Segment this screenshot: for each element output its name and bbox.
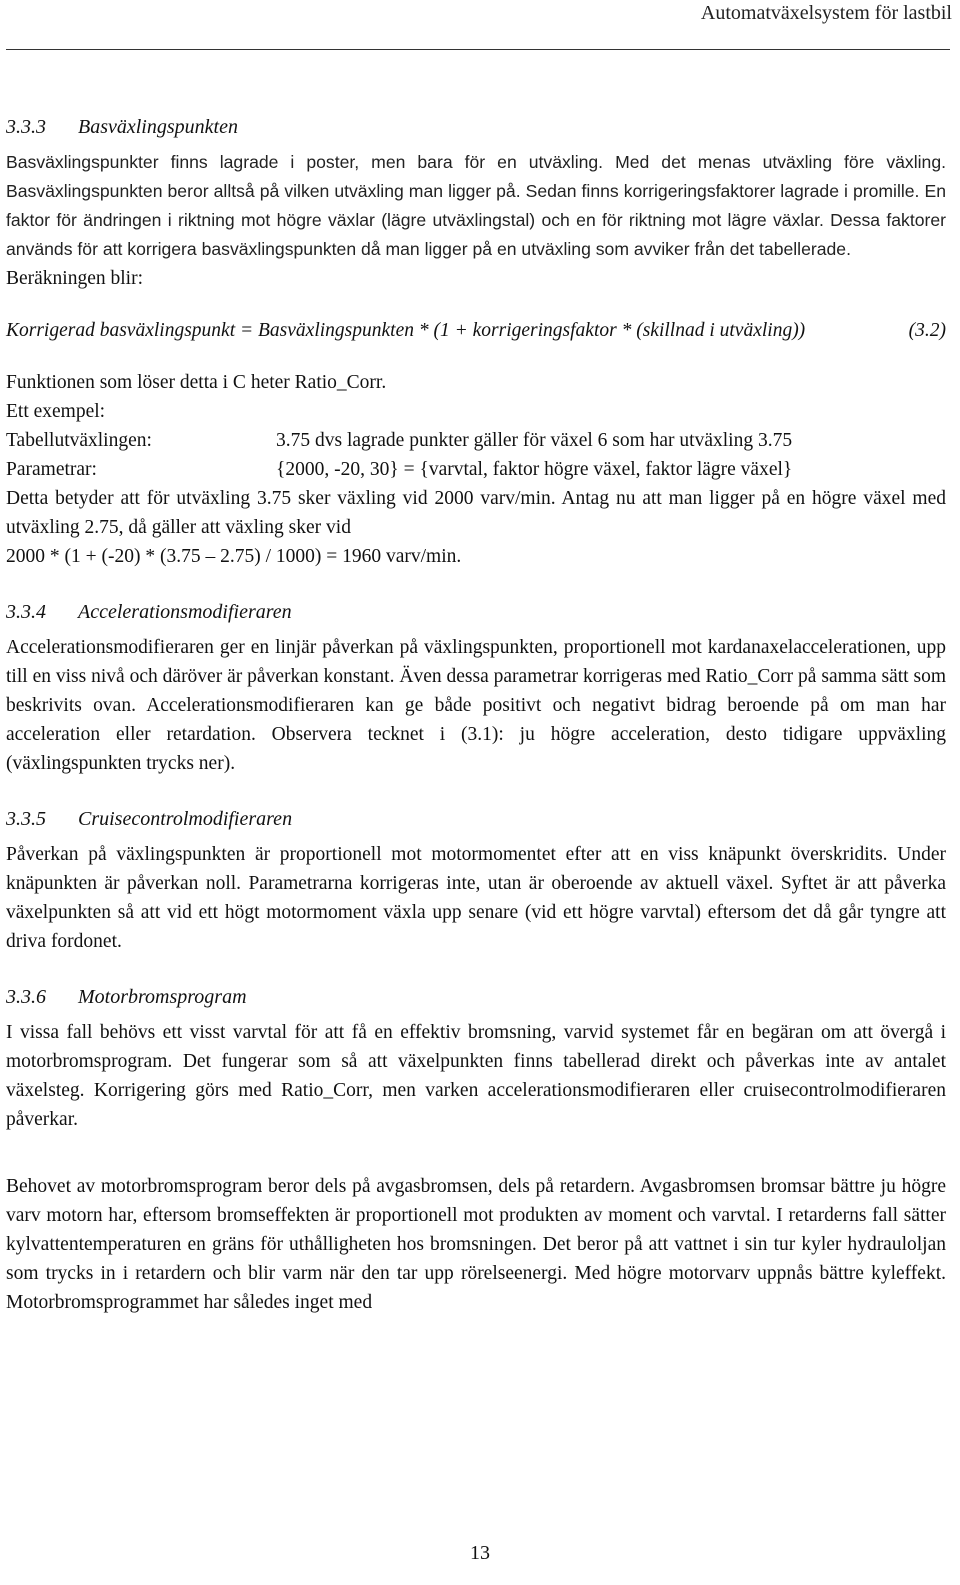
section-number: 3.3.5 (6, 808, 46, 830)
example-calculation: 2000 * (1 + (-20) * (3.75 – 2.75) / 1000) = 1960 varv/min. (6, 546, 462, 567)
formula-text: Korrigerad basväxlingspunkt = Basväxlingspunkten * (1 + korrigeringsfaktor * (skillnad i utväxling)) (6, 320, 806, 341)
section-number: 3.3.4 (6, 601, 46, 623)
section-title: Cruisecontrolmodifieraren (78, 808, 293, 830)
function-line: Funktionen som löser detta i C heter Ratio_Corr. (6, 372, 387, 393)
section-title: Accelerationsmodifieraren (78, 601, 292, 623)
section-heading-3-3-4 (6, 598, 946, 627)
section-3-3-6-body-1: I vissa fall behövs ett visst varvtal för att få en effektiv bromsning, varvid systemet får en begäran om att övergå i motorbromsprogram. Det fungerar som så att växelpunkten finns tabellerad direkt och påverkas inte av antalet växelsteg. Korrigering görs med Ratio_Corr, men varken accelerationsmodifieraren eller cruisecontrolmodifieraren påverkar. (6, 1022, 946, 1130)
section-3-3-5-body: Påverkan på växlingspunkten är proportionell mot motormomentet efter att en viss knäpunkt överskridits. Under knäpunkten är påverkan noll. Parametrarna korrigeras inte, utan är oberoende av aktuell växel. Syftet är att påverka växelpunkten så att vid ett högt motormoment växla upp senare (vid ett högre varvtal) eftersom det då går tyngre att driva fordonet. (6, 844, 946, 952)
params-label: Parametrar: (6, 459, 97, 480)
example-explanation: Detta betyder att för utväxling 3.75 sker växling vid 2000 varv/min. Antag nu att man ligger på en högre växel med utväxling 2.75, då gäller att växling sker vid (6, 488, 946, 538)
example-label: Ett exempel: (6, 401, 106, 422)
header-rule (6, 49, 950, 50)
table-value: 3.75 dvs lagrade punkter gäller för växel 6 som har utväxling 3.75 (276, 430, 793, 451)
section-heading-3-3-5 (6, 805, 946, 834)
section-title: Motorbromsprogram (78, 986, 247, 1008)
page-content (6, 113, 946, 1317)
table-row-parametrar (6, 455, 946, 484)
table-label: Tabellutväxlingen: (6, 430, 152, 451)
section-heading-3-3-3 (6, 113, 946, 142)
section-number: 3.3.3 (6, 116, 46, 138)
formula-number: (3.2) (908, 320, 946, 341)
calc-intro: Beräkningen blir: (6, 268, 144, 289)
formula-3-2 (6, 316, 946, 345)
section-heading-3-3-6 (6, 983, 946, 1012)
section-3-3-6-body-2: Behovet av motorbromsprogram beror dels på avgasbromsen, dels på retardern. Avgasbromsen bromsar bättre ju högre varv motorn har, eftersom bromseffekten är proportionell mot produkten av moment och varvtal. I retarderns fall sätter kylvattentemperaturen en gräns för uthålligheten hos bromsningen. Det beror på att vattnet i sin tur kyler hydrauloljan som trycks in i retardern och blir varm när den tar upp rörelseenergi. Med högre motorvarv uppnås bättre kyleffekt. Motorbromsprogrammet har således inget med (6, 1176, 946, 1313)
running-header: Automatväxelsystem för lastbil (700, 2, 952, 24)
page-number: 13 (470, 1542, 490, 1564)
section-3-3-4-body: Accelerationsmodifieraren ger en linjär påverkan på växlingspunkten, proportionell mot kardanaxelaccelerationen, upp till en viss nivå och däröver är påverkan konstant. Även dessa parametrar korrigeras med Ratio_Corr på samma sätt som beskrivits ovan. Accelerationsmodifieraren kan ge både positivt och negativt bidrag beroende på om man har acceleration eller retardation. Observera tecknet i (3.1): ju högre acceleration, desto tidigare uppväxling (växlingspunkten trycks ner). (6, 637, 946, 774)
section-title: Basväxlingspunkten (78, 116, 238, 138)
section-3-3-3-intro: Basväxlingspunkter finns lagrade i poster, men bara för en utväxling. Med det menas utväxling före växling. Basväxlingspunkten beror alltså på vilken utväxling man ligger på. Sedan finns korrigeringsfaktorer lagrade i promille. En faktor för ändringen i riktning mot högre växlar (lägre utväxlingstal) och en för riktning mot lägre växlar. Dessa faktorer används för att korrigera basväxlingspunkten då man ligger på en utväxling som avviker från det tabellerade. (6, 152, 946, 259)
section-number: 3.3.6 (6, 986, 46, 1008)
table-row-tabellutvaxling (6, 426, 946, 455)
params-value: {2000, -20, 30} = {varvtal, faktor högre växel, faktor lägre växel} (276, 459, 793, 480)
